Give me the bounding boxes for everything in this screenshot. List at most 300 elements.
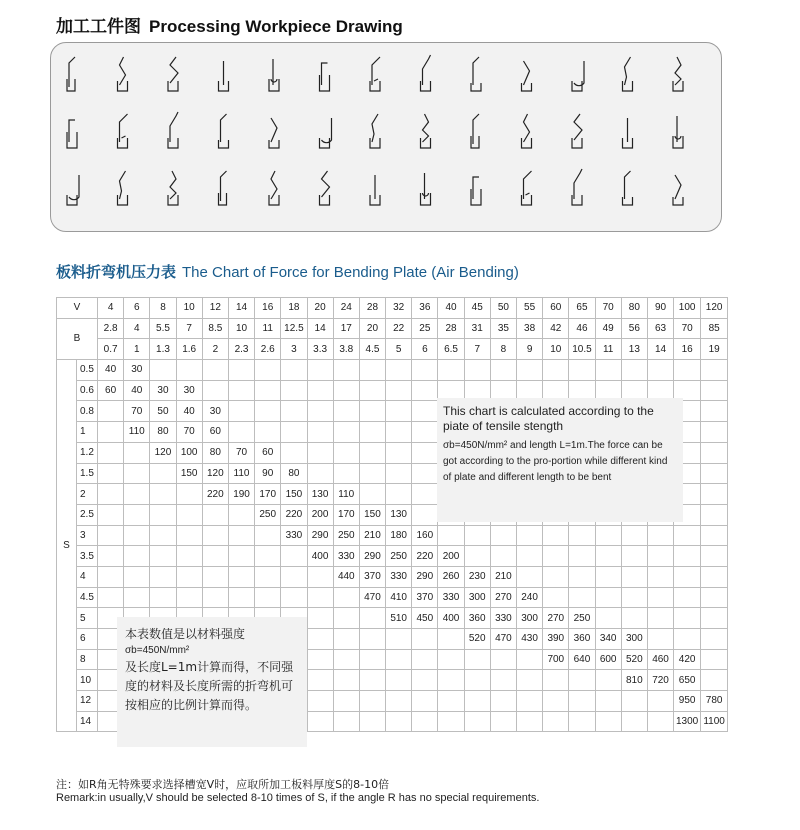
- empty-cell: [307, 670, 333, 691]
- empty-cell: [333, 422, 359, 443]
- force-value: 400: [438, 608, 464, 629]
- s-value: 1.5: [77, 463, 98, 484]
- page-title-en: Processing Workpiece Drawing: [149, 17, 403, 36]
- force-value: 720: [647, 670, 673, 691]
- empty-cell: [176, 566, 202, 587]
- workpiece-outline: [219, 114, 229, 148]
- b-value: 1.6: [176, 339, 202, 360]
- v-value: 60: [543, 298, 569, 319]
- empty-cell: [281, 360, 307, 381]
- bent-workpiece-icon: [522, 61, 532, 91]
- empty-cell: [359, 711, 385, 732]
- empty-cell: [674, 360, 701, 381]
- bent-workpiece-icon: [673, 57, 683, 91]
- empty-cell: [359, 608, 385, 629]
- bent-workpiece-icon: [572, 169, 582, 205]
- empty-cell: [412, 504, 438, 525]
- force-value: 950: [674, 691, 701, 712]
- workpiece-outline: [623, 57, 633, 91]
- empty-cell: [517, 670, 543, 691]
- force-value: 90: [255, 463, 281, 484]
- b-value: 8.5: [202, 318, 228, 339]
- empty-cell: [464, 691, 490, 712]
- force-value: 120: [202, 463, 228, 484]
- force-value: 440: [333, 566, 359, 587]
- empty-cell: [176, 587, 202, 608]
- empty-cell: [569, 546, 595, 567]
- empty-cell: [490, 546, 516, 567]
- empty-cell: [543, 525, 569, 546]
- empty-cell: [595, 360, 621, 381]
- force-value: 210: [490, 566, 516, 587]
- v-value: 55: [517, 298, 543, 319]
- empty-cell: [386, 401, 412, 422]
- force-value: 330: [490, 608, 516, 629]
- empty-cell: [569, 525, 595, 546]
- empty-cell: [333, 649, 359, 670]
- table-row-b2: [57, 339, 728, 360]
- b-value: 16: [674, 339, 701, 360]
- force-value: 120: [150, 442, 176, 463]
- empty-cell: [464, 670, 490, 691]
- empty-cell: [359, 442, 385, 463]
- empty-cell: [412, 463, 438, 484]
- empty-cell: [359, 360, 385, 381]
- empty-cell: [701, 422, 728, 443]
- b-value: 0.7: [98, 339, 124, 360]
- empty-cell: [307, 649, 333, 670]
- empty-cell: [674, 587, 701, 608]
- empty-cell: [543, 691, 569, 712]
- empty-cell: [228, 422, 254, 443]
- empty-cell: [307, 360, 333, 381]
- force-value: 80: [202, 442, 228, 463]
- force-value: 450: [412, 608, 438, 629]
- s-value: 3: [77, 525, 98, 546]
- force-value: 810: [621, 670, 647, 691]
- empty-cell: [281, 566, 307, 587]
- empty-cell: [543, 546, 569, 567]
- bent-workpiece-icon: [421, 173, 431, 205]
- empty-cell: [701, 608, 728, 629]
- s-value: 0.8: [77, 401, 98, 422]
- empty-cell: [307, 422, 333, 443]
- workpiece-outline: [168, 112, 178, 148]
- note-english-line1: This chart is calculated according to the piate of tensile stength: [443, 404, 654, 433]
- empty-cell: [333, 608, 359, 629]
- b-value: 10.5: [569, 339, 595, 360]
- empty-cell: [647, 546, 673, 567]
- empty-cell: [517, 566, 543, 587]
- empty-cell: [359, 670, 385, 691]
- v-value: 100: [674, 298, 701, 319]
- empty-cell: [595, 711, 621, 732]
- force-value: 130: [386, 504, 412, 525]
- empty-cell: [202, 566, 228, 587]
- b-value: 10: [543, 339, 569, 360]
- empty-cell: [701, 463, 728, 484]
- bent-workpiece-icon: [623, 118, 633, 148]
- force-value: 250: [333, 525, 359, 546]
- workpiece-outline: [269, 59, 279, 91]
- empty-cell: [386, 442, 412, 463]
- v-value: 28: [359, 298, 385, 319]
- empty-cell: [359, 422, 385, 443]
- table-row: [57, 587, 728, 608]
- empty-cell: [124, 525, 150, 546]
- empty-cell: [333, 670, 359, 691]
- empty-cell: [701, 442, 728, 463]
- workpiece-outline: [370, 175, 380, 205]
- empty-cell: [359, 691, 385, 712]
- force-value: 270: [543, 608, 569, 629]
- empty-cell: [150, 566, 176, 587]
- empty-cell: [307, 442, 333, 463]
- workpiece-drawing-canvas: [51, 43, 721, 231]
- force-value: 220: [412, 546, 438, 567]
- empty-cell: [647, 360, 673, 381]
- empty-cell: [517, 546, 543, 567]
- v-label: V: [57, 298, 98, 319]
- table-row-v: [57, 298, 728, 319]
- v-value: 6: [124, 298, 150, 319]
- empty-cell: [464, 711, 490, 732]
- empty-cell: [150, 587, 176, 608]
- note-chinese: [117, 617, 307, 747]
- force-value: 260: [438, 566, 464, 587]
- workpiece-outline: [67, 57, 75, 91]
- force-value: 110: [333, 484, 359, 505]
- v-value: 16: [255, 298, 281, 319]
- empty-cell: [359, 380, 385, 401]
- empty-cell: [701, 504, 728, 525]
- s-value: 6: [77, 629, 98, 650]
- empty-cell: [674, 546, 701, 567]
- v-value: 80: [621, 298, 647, 319]
- force-value: 80: [150, 422, 176, 443]
- force-value: 170: [333, 504, 359, 525]
- s-value: 5: [77, 608, 98, 629]
- force-value: 30: [124, 360, 150, 381]
- empty-cell: [438, 525, 464, 546]
- empty-cell: [176, 504, 202, 525]
- force-value: 510: [386, 608, 412, 629]
- force-value: 40: [124, 380, 150, 401]
- s-value: 0.6: [77, 380, 98, 401]
- workpiece-outline: [118, 114, 128, 148]
- force-value: 80: [281, 463, 307, 484]
- empty-cell: [412, 442, 438, 463]
- empty-cell: [412, 629, 438, 650]
- empty-cell: [333, 629, 359, 650]
- bent-workpiece-icon: [471, 57, 481, 91]
- workpiece-outline: [118, 171, 128, 205]
- empty-cell: [281, 401, 307, 422]
- workpiece-outline: [623, 171, 633, 205]
- force-value: 400: [307, 546, 333, 567]
- force-value: 290: [359, 546, 385, 567]
- empty-cell: [228, 546, 254, 567]
- b-value: 3: [281, 339, 307, 360]
- empty-cell: [333, 442, 359, 463]
- empty-cell: [647, 608, 673, 629]
- b-value: 2.8: [98, 318, 124, 339]
- empty-cell: [517, 525, 543, 546]
- empty-cell: [307, 629, 333, 650]
- empty-cell: [281, 442, 307, 463]
- empty-cell: [464, 525, 490, 546]
- empty-cell: [202, 380, 228, 401]
- empty-cell: [569, 670, 595, 691]
- empty-cell: [98, 504, 124, 525]
- empty-cell: [386, 484, 412, 505]
- workpiece-outline: [471, 114, 479, 148]
- empty-cell: [333, 360, 359, 381]
- force-value: 70: [124, 401, 150, 422]
- empty-cell: [176, 484, 202, 505]
- force-value: 470: [359, 587, 385, 608]
- empty-cell: [359, 484, 385, 505]
- empty-cell: [228, 566, 254, 587]
- bent-workpiece-icon: [118, 171, 128, 205]
- empty-cell: [386, 649, 412, 670]
- empty-cell: [386, 380, 412, 401]
- empty-cell: [412, 691, 438, 712]
- bent-workpiece-icon: [118, 114, 128, 148]
- b-value: 12.5: [281, 318, 307, 339]
- chart-title-cn: 板料折弯机压力表: [56, 263, 177, 281]
- empty-cell: [333, 691, 359, 712]
- bent-workpiece-icon: [421, 55, 431, 91]
- force-value: 420: [674, 649, 701, 670]
- force-value: 70: [228, 442, 254, 463]
- empty-cell: [701, 546, 728, 567]
- force-value: 370: [359, 566, 385, 587]
- empty-cell: [307, 691, 333, 712]
- force-value: 110: [228, 463, 254, 484]
- b-value: 8: [490, 339, 516, 360]
- empty-cell: [202, 360, 228, 381]
- empty-cell: [569, 566, 595, 587]
- empty-cell: [490, 691, 516, 712]
- force-value: 360: [569, 629, 595, 650]
- force-value: 200: [307, 504, 333, 525]
- table-row-b1: [57, 318, 728, 339]
- workpiece-outline: [168, 171, 178, 205]
- empty-cell: [359, 463, 385, 484]
- empty-cell: [255, 360, 281, 381]
- force-value: 150: [281, 484, 307, 505]
- bent-workpiece-icon: [67, 120, 77, 148]
- b-value: 38: [517, 318, 543, 339]
- empty-cell: [386, 360, 412, 381]
- empty-cell: [333, 463, 359, 484]
- workpiece-outline: [320, 171, 330, 205]
- v-value: 12: [202, 298, 228, 319]
- empty-cell: [124, 587, 150, 608]
- s-value: 4: [77, 566, 98, 587]
- workpiece-outline: [421, 114, 431, 148]
- empty-cell: [621, 608, 647, 629]
- empty-cell: [98, 484, 124, 505]
- empty-cell: [438, 711, 464, 732]
- workpiece-outline: [370, 114, 380, 148]
- empty-cell: [647, 629, 673, 650]
- table-row: [57, 546, 728, 567]
- force-value: 600: [595, 649, 621, 670]
- force-value: 330: [281, 525, 307, 546]
- empty-cell: [228, 380, 254, 401]
- b-value: 70: [674, 318, 701, 339]
- force-value: 360: [464, 608, 490, 629]
- force-value: 160: [412, 525, 438, 546]
- bent-workpiece-icon: [471, 114, 479, 148]
- b-value: 49: [595, 318, 621, 339]
- empty-cell: [490, 649, 516, 670]
- s-value: 8: [77, 649, 98, 670]
- empty-cell: [307, 401, 333, 422]
- empty-cell: [307, 380, 333, 401]
- empty-cell: [595, 608, 621, 629]
- empty-cell: [569, 711, 595, 732]
- empty-cell: [98, 566, 124, 587]
- b-value: 56: [621, 318, 647, 339]
- v-value: 4: [98, 298, 124, 319]
- b-value: 10: [228, 318, 254, 339]
- empty-cell: [438, 691, 464, 712]
- empty-cell: [228, 360, 254, 381]
- empty-cell: [464, 546, 490, 567]
- empty-cell: [517, 360, 543, 381]
- s-value: 1: [77, 422, 98, 443]
- force-value: 190: [228, 484, 254, 505]
- empty-cell: [595, 566, 621, 587]
- force-value: 60: [202, 422, 228, 443]
- b-value: 3.3: [307, 339, 333, 360]
- v-value: 36: [412, 298, 438, 319]
- workpiece-outline: [471, 57, 481, 91]
- v-value: 50: [490, 298, 516, 319]
- empty-cell: [98, 422, 124, 443]
- empty-cell: [359, 649, 385, 670]
- b-value: 4.5: [359, 339, 385, 360]
- empty-cell: [386, 711, 412, 732]
- b-value: 13: [621, 339, 647, 360]
- v-value: 120: [701, 298, 728, 319]
- empty-cell: [386, 463, 412, 484]
- s-value: 12: [77, 691, 98, 712]
- force-value: 300: [517, 608, 543, 629]
- empty-cell: [412, 380, 438, 401]
- empty-cell: [701, 649, 728, 670]
- empty-cell: [674, 566, 701, 587]
- note-chinese-line1: 本表数值是以材料强度: [125, 627, 246, 641]
- workpiece-drawing-panel: [50, 42, 722, 232]
- force-value: 220: [202, 484, 228, 505]
- b-value: 17: [333, 318, 359, 339]
- bent-workpiece-icon: [219, 171, 227, 205]
- b-value: 1.3: [150, 339, 176, 360]
- force-value: 200: [438, 546, 464, 567]
- empty-cell: [255, 401, 281, 422]
- empty-cell: [176, 525, 202, 546]
- empty-cell: [98, 463, 124, 484]
- b-value: 11: [255, 318, 281, 339]
- empty-cell: [647, 587, 673, 608]
- b-value: 63: [647, 318, 673, 339]
- force-value: 370: [412, 587, 438, 608]
- b-value: 42: [543, 318, 569, 339]
- b-value: 7: [176, 318, 202, 339]
- empty-cell: [333, 711, 359, 732]
- b-value: 1: [124, 339, 150, 360]
- empty-cell: [255, 380, 281, 401]
- empty-cell: [595, 587, 621, 608]
- empty-cell: [647, 566, 673, 587]
- bent-workpiece-icon: [471, 177, 481, 205]
- force-value: 330: [386, 566, 412, 587]
- empty-cell: [621, 525, 647, 546]
- page-title-cn: 加工工件图: [56, 17, 141, 37]
- empty-cell: [228, 587, 254, 608]
- workpiece-outline: [219, 171, 227, 205]
- force-value: 240: [517, 587, 543, 608]
- force-value: 30: [176, 380, 202, 401]
- empty-cell: [202, 546, 228, 567]
- empty-cell: [333, 401, 359, 422]
- workpiece-outline: [421, 173, 431, 205]
- empty-cell: [98, 442, 124, 463]
- force-value: 40: [176, 401, 202, 422]
- workpiece-outline: [269, 118, 279, 148]
- empty-cell: [412, 484, 438, 505]
- empty-cell: [647, 711, 673, 732]
- empty-cell: [569, 360, 595, 381]
- empty-cell: [255, 525, 281, 546]
- empty-cell: [412, 711, 438, 732]
- empty-cell: [281, 587, 307, 608]
- empty-cell: [124, 546, 150, 567]
- bent-workpiece-icon: [118, 57, 128, 91]
- b-value: 20: [359, 318, 385, 339]
- force-value: 520: [464, 629, 490, 650]
- force-value: 30: [202, 401, 228, 422]
- b-value: 35: [490, 318, 516, 339]
- empty-cell: [150, 546, 176, 567]
- empty-cell: [543, 360, 569, 381]
- empty-cell: [307, 566, 333, 587]
- force-value: 60: [98, 380, 124, 401]
- force-value: 470: [490, 629, 516, 650]
- s-value: 14: [77, 711, 98, 732]
- workpiece-outline: [673, 175, 683, 205]
- empty-cell: [333, 587, 359, 608]
- empty-cell: [359, 401, 385, 422]
- force-value: 330: [333, 546, 359, 567]
- b-value: 14: [647, 339, 673, 360]
- force-value: 520: [621, 649, 647, 670]
- empty-cell: [150, 463, 176, 484]
- bent-workpiece-icon: [168, 112, 178, 148]
- empty-cell: [255, 422, 281, 443]
- empty-cell: [595, 546, 621, 567]
- bent-workpiece-icon: [522, 114, 532, 148]
- workpiece-outline: [572, 114, 582, 148]
- chart-title-en: The Chart of Force for Bending Plate (Air Bending): [182, 264, 519, 281]
- empty-cell: [701, 401, 728, 422]
- workpiece-outline: [572, 61, 584, 91]
- workpiece-outline: [118, 57, 128, 91]
